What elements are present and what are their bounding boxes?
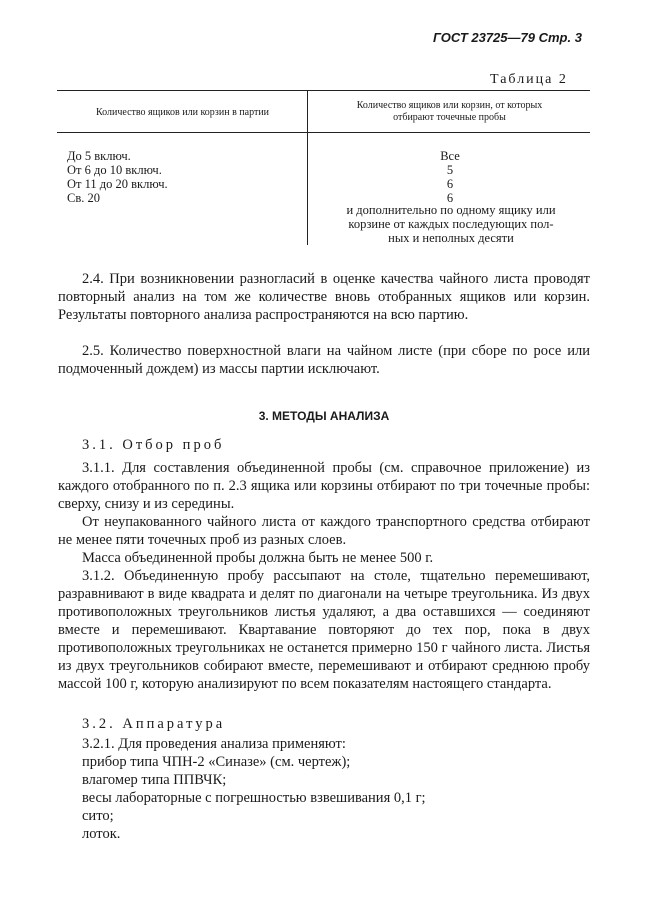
table-cell: Св. 20 [67,191,100,205]
paragraph-3-1-2: 3.1.2. Объединенную пробу рассыпают на столе, тщательно перемешивают, разравнивают в виде квадрата и делят по диагонали на четыре треугольника. Из двух противоположных треугольников листья удаляют, а два оставшихся — соединяют вместе и перемешивают. Квартавание повторяют до тех пор, пока в двух противоположных треугольниках не останется примерно 150 г чайного листа. Листья из двух треугольников собирают вместе, перемешивают и отбирают среднюю пробу массой 100 г, которую анализируют по всем показателям настоящего стандарта. [58,568,590,692]
table-label: Таблица 2 [490,72,568,87]
table-column-divider [307,90,308,245]
table-col-left-header: Количество ящиков или корзин в партии [95,107,270,118]
table-cell: 6 [446,191,454,205]
subsection-title-3-1: 3.1. Отбор проб [82,437,225,453]
table-col-right-header-line: Количество ящиков или корзин, от которых [356,100,543,111]
table-cell: От 6 до 10 включ. [67,163,162,177]
equipment-list [82,753,426,843]
table-cell: 6 [446,177,454,191]
table-cell: До 5 включ. [67,149,131,163]
table-cell: Все [440,149,460,163]
table-right-cells [420,149,480,205]
table-note-line: ных и неполных десяти [388,231,514,245]
list-item: прибор типа ЧПН-2 «Синазе» (см. чертеж); [82,754,351,770]
table-note-line: корзине от каждых последующих пол- [348,217,554,231]
list-item: сито; [82,808,114,824]
table-col-right-header-line: отбирают точечные пробы [393,112,506,123]
table-note-line: и дополнительно по одному ящику или [346,203,556,217]
paragraph-3-2-1: 3.2.1. Для проведения анализа применяют: [82,736,346,752]
table-cell: 5 [446,163,454,177]
table-col-right-header [312,100,587,124]
paragraph-2-5: 2.5. Количество поверхностной влаги на чайном листе (при сборе по росе или подмоченный дождем) из массы партии исключают. [58,343,590,377]
table-right-note [316,203,586,245]
paragraph-3-1-1-b: От неупакованного чайного листа от каждого транспортного средства отбирают не менее пяти точечных проб из разных слоев. [58,514,590,548]
paragraph-2-4: 2.4. При возникновении разногласий в оценке качества чайного листа проводят повторный анализ на том же количестве вновь отобранных ящиков или корзин. Результаты повторного анализа распространяются на всю партию. [58,271,590,323]
list-item: влагомер типа ППВЧК; [82,772,227,788]
section-title: 3. МЕТОДЫ АНАЛИЗА [258,409,390,423]
list-item: лоток. [82,826,121,842]
table-left-cells [67,149,168,205]
table-top-rule [57,90,590,91]
paragraph-3-1-1: 3.1.1. Для составления объединенной пробы (см. справочное приложение) из каждого отобранного по п. 2.3 ящика или корзины отбирают по три точечные пробы: сверху, снизу и из середины. [58,460,590,512]
page-header: ГОСТ 23725—79 Стр. 3 [433,30,582,45]
list-item: весы лабораторные с погрешностью взвешивания 0,1 г; [82,790,426,806]
subsection-title-3-2: 3.2. Аппаратура [82,716,226,732]
table-cell: От 11 до 20 включ. [67,177,168,191]
paragraph-3-1-1-c: Масса объединенной пробы должна быть не менее 500 г. [82,550,434,566]
table-header-rule [57,132,590,133]
